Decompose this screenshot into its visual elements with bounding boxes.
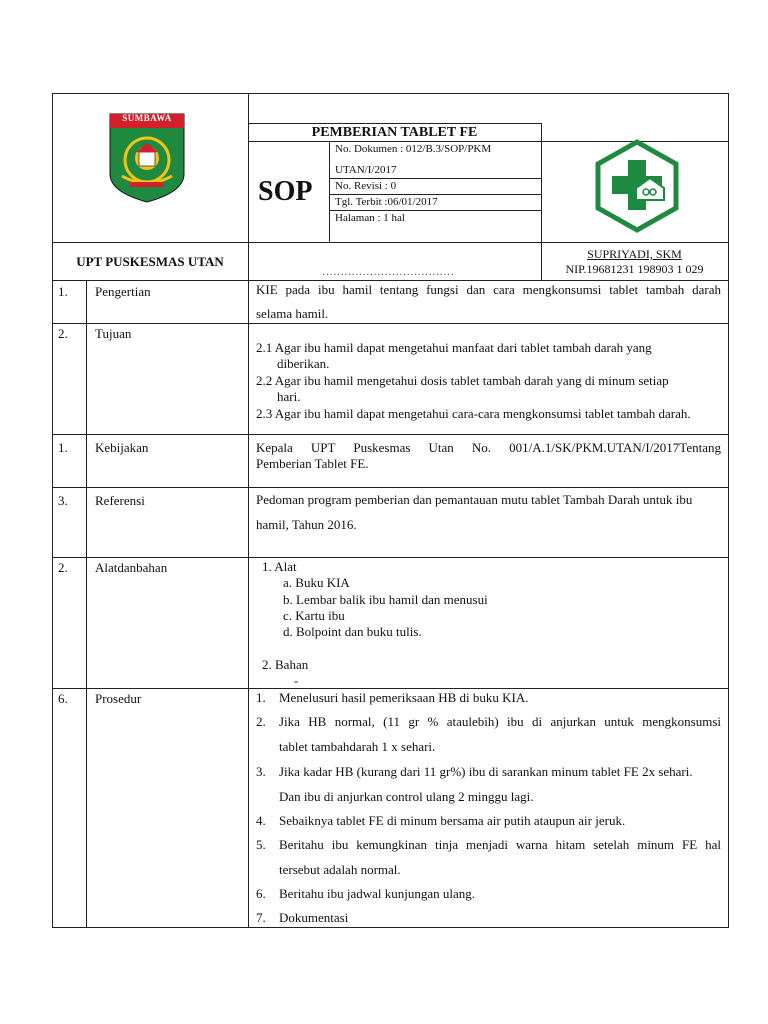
prosedur-step-number: 4. <box>256 813 266 828</box>
sumbawa-logo <box>108 112 186 204</box>
prosedur-step-number: 2. <box>256 714 266 729</box>
alat-heading: 1. Alat <box>262 559 297 574</box>
signer-name: SUPRIYADI, SKM <box>587 247 682 261</box>
prosedur-step-text-cont: tersebut adalah normal. <box>279 862 401 877</box>
prosedur-step-text: Menelusuri hasil pemeriksaan HB di buku KIA. <box>279 690 529 705</box>
alat-item-d: d. Bolpoint dan buku tulis. <box>283 624 422 639</box>
kebijakan-number: 1. <box>58 440 68 455</box>
referensi-label: Referensi <box>95 493 145 508</box>
signer-nip: NIP.19681231 198903 1 029 <box>565 262 704 276</box>
sop-title: PEMBERIAN TABLET FE <box>311 125 478 140</box>
alat-item-c: c. Kartu ibu <box>283 608 345 623</box>
kebijakan-text-2: Pemberian Tablet FE. <box>256 456 369 471</box>
alat-number: 2. <box>58 560 68 575</box>
prosedur-label: Prosedur <box>95 691 142 706</box>
tujuan-item-1-cont: diberikan. <box>277 356 330 371</box>
prosedur-step-number: 5. <box>256 837 266 852</box>
tujuan-number: 2. <box>58 326 68 341</box>
pengertian-label: Pengertian <box>95 284 151 299</box>
tujuan-item-2-cont: hari. <box>277 389 301 404</box>
doc-number: No. Dokumen : 012/B.3/SOP/PKM <box>335 143 492 155</box>
prosedur-step-text: Jika kadar HB (kurang dari 11 gr%) ibu di sarankan minum tablet FE 2x sehari. <box>279 764 693 779</box>
sop-label: SOP <box>258 176 313 207</box>
logo-text: SUMBAWA <box>122 113 172 123</box>
doc-page: Halaman : 1 hal <box>335 212 405 224</box>
prosedur-step-text: Sebaiknya tablet FE di minum bersama air putih ataupun air jeruk. <box>279 813 626 828</box>
prosedur-step-number: 1. <box>256 690 266 705</box>
prosedur-step-number: 7. <box>256 910 266 925</box>
referensi-text-2: hamil, Tahun 2016. <box>256 517 357 532</box>
kebijakan-text-1: Kepala UPT Puskesmas Utan No. 001/A.1/SK/PKM.UTAN/I/2017Tentang <box>256 440 721 455</box>
doc-issue-date: Tgl. Terbit :06/01/2017 <box>335 196 438 208</box>
bahan-item: - <box>294 673 299 688</box>
tujuan-item-3: 2.3 Agar ibu hamil dapat mengetahui cara-cara mengkonsumsi tablet tambah darah. <box>256 406 691 421</box>
doc-number-cont: UTAN/I/2017 <box>335 164 397 176</box>
referensi-text-1: Pedoman program pemberian dan pemantauan mutu tablet Tambah Darah untuk ibu <box>256 492 693 507</box>
prosedur-number: 6. <box>58 691 68 706</box>
doc-revision: No. Revisi : 0 <box>335 180 397 192</box>
referensi-number: 3. <box>58 493 68 508</box>
alat-item-a: a. Buku KIA <box>283 575 350 590</box>
organization-name: UPT PUSKESMAS UTAN <box>76 254 224 269</box>
alat-item-b: b. Lembar balik ibu hamil dan menusui <box>283 592 488 607</box>
tujuan-item-2: 2.2 Agar ibu hamil mengetahui dosis tablet tambah darah yang di minum setiap <box>256 373 669 388</box>
prosedur-step-text: Beritahu ibu jadwal kunjungan ulang. <box>279 886 476 901</box>
pengertian-number: 1. <box>58 284 68 299</box>
kebijakan-label: Kebijakan <box>95 440 149 455</box>
prosedur-step-number: 6. <box>256 886 266 901</box>
alat-label: Alatdanbahan <box>95 560 168 575</box>
prosedur-step-text: Beritahu ibu kemungkinan tinja menjadi warna hitam setelah minum FE hal <box>279 837 721 852</box>
prosedur-step-text: Dokumentasi <box>279 910 349 925</box>
pengertian-text-2: selama hamil. <box>256 306 329 321</box>
signature-dotline: ……………………………… <box>322 266 454 278</box>
prosedur-step-number: 3. <box>256 764 266 779</box>
puskesmas-logo <box>594 138 680 234</box>
pengertian-text-1: KIE pada ibu hamil tentang fungsi dan cara mengkonsumsi tablet tambah darah <box>256 282 721 297</box>
tujuan-item-1: 2.1 Agar ibu hamil dapat mengetahui manfaat dari tablet tambah darah yang <box>256 340 652 355</box>
prosedur-step-text: Jika HB normal, (11 gr % ataulebih) ibu di anjurkan untuk mengkonsumsi <box>279 714 721 729</box>
tujuan-label: Tujuan <box>95 326 132 341</box>
bahan-heading: 2. Bahan <box>262 657 309 672</box>
prosedur-step-text-cont: tablet tambahdarah 1 x sehari. <box>279 739 436 754</box>
prosedur-step-text-cont: Dan ibu di anjurkan control ulang 2 minggu lagi. <box>279 789 534 804</box>
